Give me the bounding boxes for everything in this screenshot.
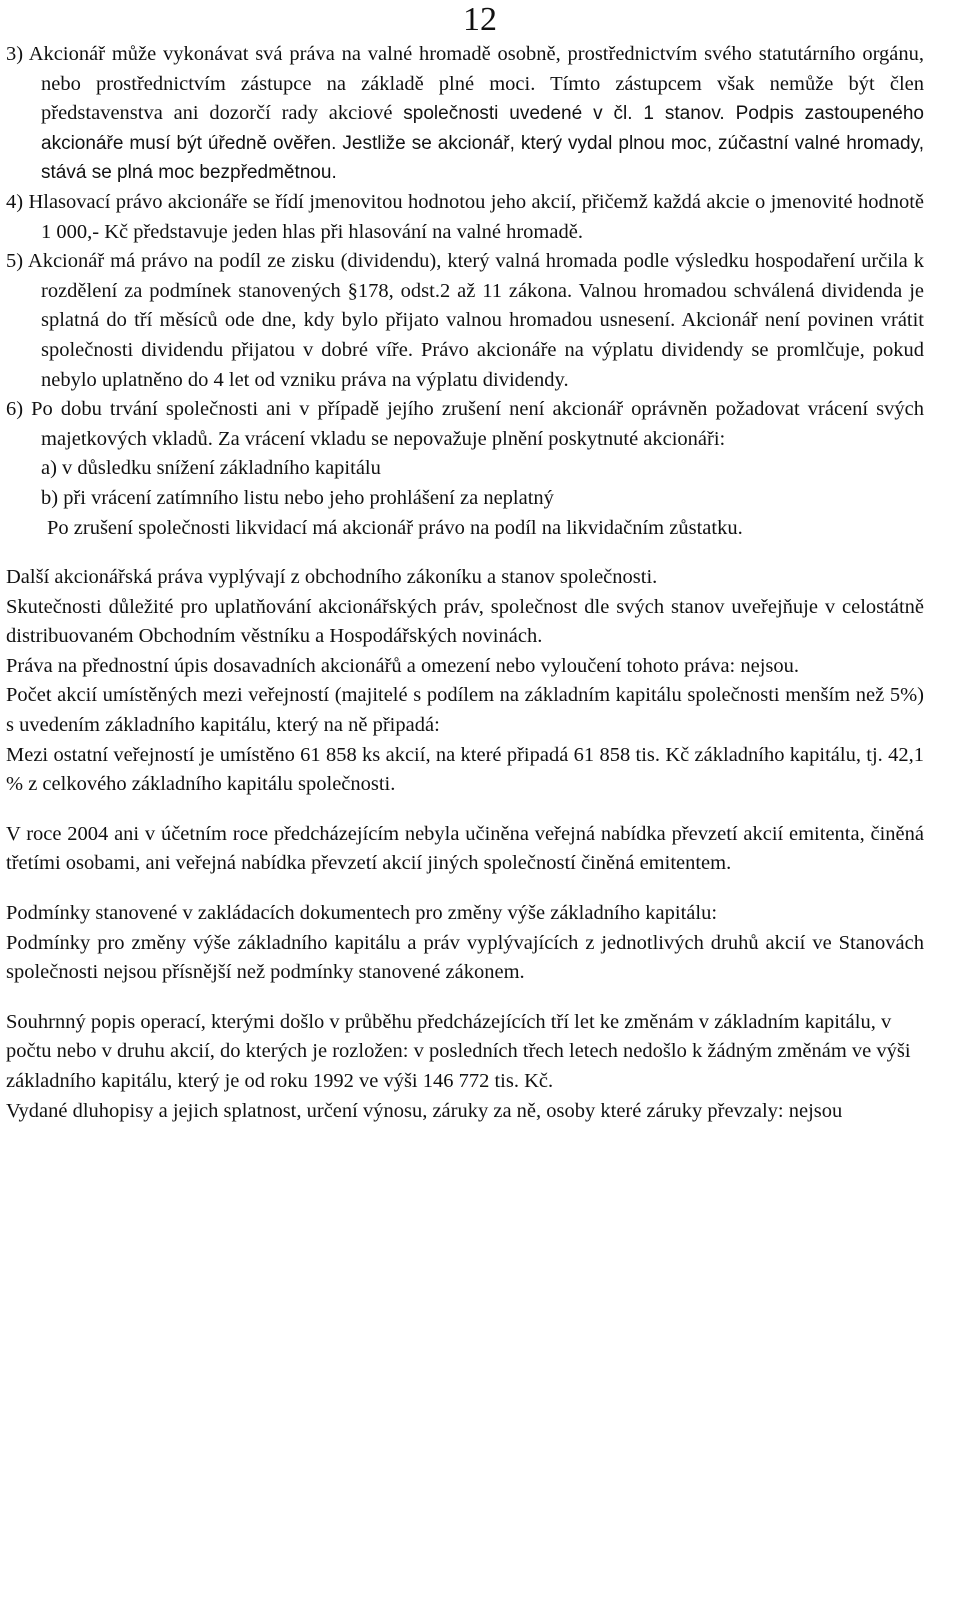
document-body xyxy=(6,40,924,1126)
paragraph-other-rights: Další akcionářská práva vyplývají z obchodního zákoníku a stanov společnosti. xyxy=(6,566,658,589)
item-3-text: 3) Akcionář může vykonávat svá práva na valné hromadě osobně, prostřednictvím svého statutárního orgánu, nebo prostřednictvím zástupce na základě plné moci. Tímto zástupcem však nemůže být člen představenstva ani dozorčí rady akciové xyxy=(6,43,924,125)
spacer xyxy=(6,543,924,563)
list-item-3 xyxy=(6,40,924,188)
list-item-4: 4) Hlasovací právo akcionáře se řídí jmenovitou hodnotou jeho akcií, přičemž každá akcie o jmenovité hodnotě 1 000,- Kč představuje jeden hlas při hlasování na valné hromadě. xyxy=(6,190,924,243)
paragraph-capital-conditions: Podmínky pro změny výše základního kapitálu a práv vyplývajících z jednotlivých druhů akcií ve Stanovách společnosti nejsou přísnější než podmínky stanovené zákonem. xyxy=(6,931,924,984)
spacer xyxy=(6,879,924,899)
sub-list xyxy=(6,454,924,513)
sub-item-a: a) v důsledku snížení základního kapitálu xyxy=(41,457,381,480)
paragraph-public-shares: Počet akcií umístěných mezi veřejností (majitelé s podílem na základním kapitálu společnosti menším než 5%) s uvedením základního kapitálu, který na ně připadá: xyxy=(6,684,924,737)
sub-item-b: b) při vrácení zatímního listu nebo jeho prohlášení za neplatný xyxy=(41,486,554,509)
paragraph-bonds: Vydané dluhopisy a jejich splatnost, určení výnosu, záruky za ně, osoby které záruky převzaly: nejsou xyxy=(6,1099,843,1122)
item-3-sans-text: společnosti uvedené v čl. 1 stanov. Podpis zastoupeného akcionáře musí být úředně ověřen. Jestliže se akcionář, který vydal plnou moc, zúčastní valné hromady, stává se plná moc bezpředmětnou. xyxy=(41,103,924,184)
paragraph-takeover-bids: V roce 2004 ani v účetním roce předcházejícím nebyla učiněna veřejná nabídka převzetí akcií emitenta, činěná třetími osobami, ani veřejná nabídka převzetí akcií jiných společností činěná emitentem. xyxy=(6,822,924,875)
spacer xyxy=(6,988,924,1008)
paragraph-publication: Skutečnosti důležité pro uplatňování akcionářských práv, společnost dle svých stanov uveřejňuje v celostátně distribuovaném Obchodním věstníku a Hospodářských novinách. xyxy=(6,595,924,648)
list-item-5: 5) Akcionář má právo na podíl ze zisku (dividendu), který valná hromada podle výsledku hospodaření určila k rozdělení za podmínek stanovených §178, odst.2 až 11 zákona. Valnou hromadou schválená dividenda je splatná do tří měsíců ode dne, kdy bylo přijato valnou hromadou usnesení. Akcionář není povinen vrátit společnosti dividendu přijatou v dobré víře. Právo akcionáře na výplatu dividendy se promlčuje, pokud nebylo uplatněno do 4 let od vzniku práva na výplatu dividendy. xyxy=(6,250,924,391)
item-6-continuation: Po zrušení společnosti likvidací má akcionář právo na podíl na likvidačním zůstatku. xyxy=(47,516,743,539)
paragraph-capital-changes: Souhrnný popis operací, kterými došlo v průběhu předcházejících tří let ke změnám v základním kapitálu, v počtu nebo v druhu akcií, do kterých je rozložen: v posledních třech letech nedošlo k žádným změnám ve výši základního kapitálu, který je od roku 1992 ve výši 146 772 tis. Kč. xyxy=(6,1010,911,1092)
list-item-6: 6) Po dobu trvání společnosti ani v případě jejího zrušení není akcionář oprávněn požadovat vrácení svých majetkových vkladů. Za vrácení vkladu se nepovažuje plnění poskytnuté akcionáři: xyxy=(6,398,924,450)
spacer xyxy=(6,800,924,820)
paragraph-preemptive-rights: Práva na přednostní úpis dosavadních akcionářů a omezení nebo vyloučení tohoto práva: nejsou. xyxy=(6,654,800,677)
page-number: 12 xyxy=(463,1,497,38)
paragraph-public-shares-value: Mezi ostatní veřejností je umístěno 61 858 ks akcií, na které připadá 61 858 tis. Kč základního kapitálu, tj. 42,1 % z celkového základního kapitálu společnosti. xyxy=(6,743,924,796)
paragraph-capital-conditions-heading: Podmínky stanovené v zakládacích dokumentech pro změny výše základního kapitálu: xyxy=(6,902,718,925)
